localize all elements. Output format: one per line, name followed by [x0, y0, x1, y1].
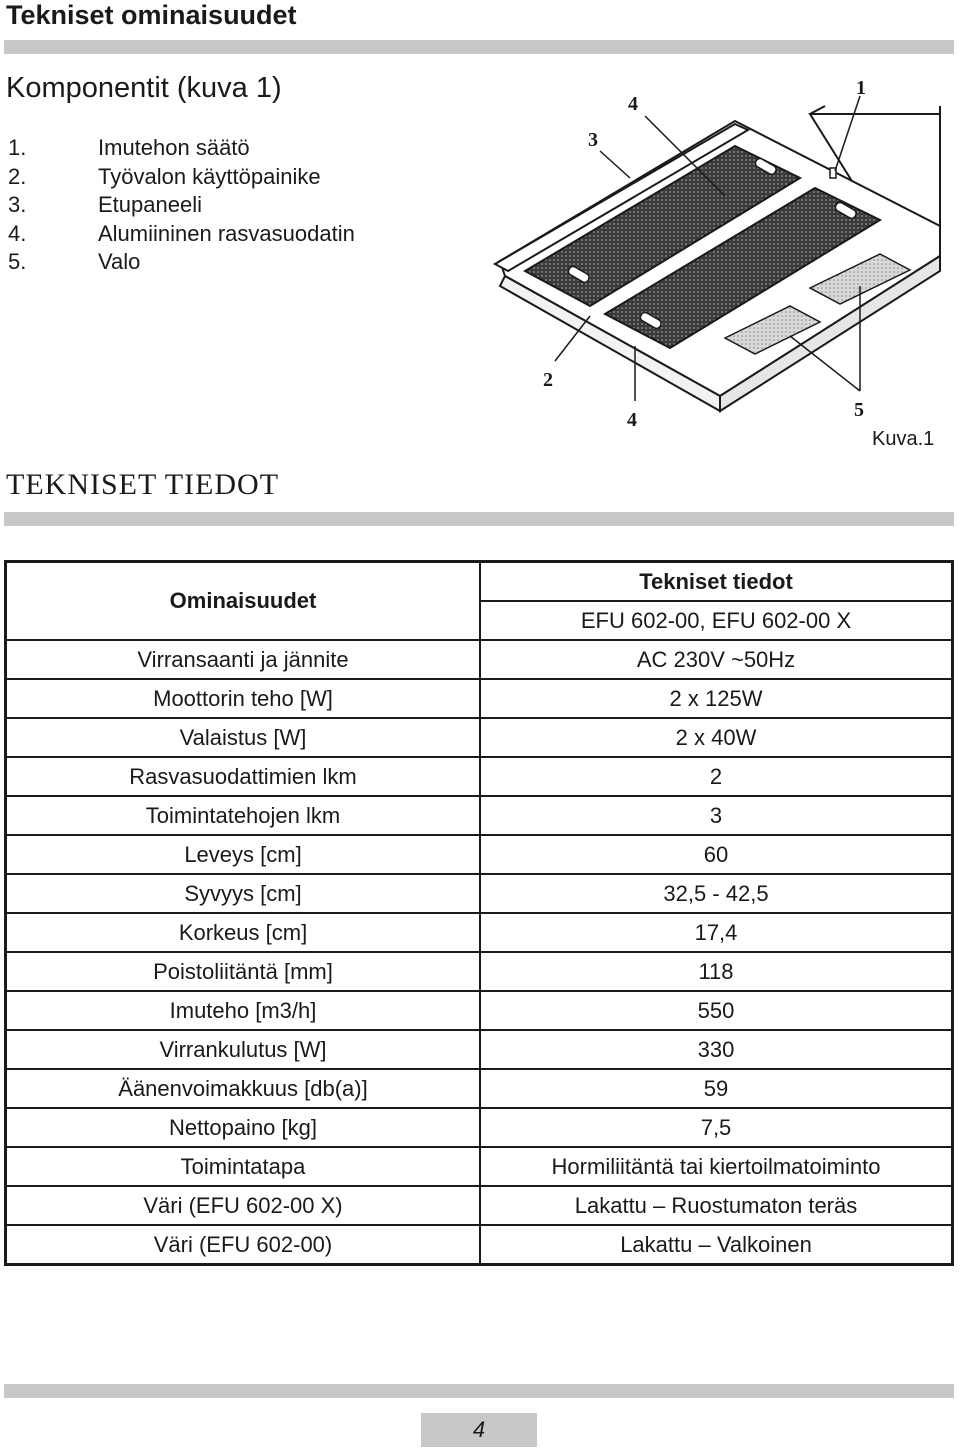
row-value: 17,4 [480, 913, 953, 952]
row-label: Äänenvoimakkuus [db(a)] [6, 1069, 481, 1108]
table-row [6, 1225, 953, 1265]
list-item-label: Alumiininen rasvasuodatin [98, 220, 355, 246]
callout-3: 3 [588, 129, 598, 151]
row-label: Korkeus [cm] [6, 913, 481, 952]
callout-4-top: 4 [628, 93, 638, 115]
row-label: Syvyys [cm] [6, 874, 481, 913]
row-value: 3 [480, 796, 953, 835]
page-number: 4 [421, 1413, 537, 1447]
row-label: Moottorin teho [W] [6, 679, 481, 718]
header-models: EFU 602-00, EFU 602-00 X [480, 601, 953, 640]
callout-4-bottom: 4 [627, 409, 637, 431]
row-label: Poistoliitäntä [mm] [6, 952, 481, 991]
list-item [8, 248, 355, 277]
row-value: 60 [480, 835, 953, 874]
list-item [8, 163, 355, 192]
header-divider [4, 40, 954, 54]
row-value: Lakattu – Ruostumaton teräs [480, 1186, 953, 1225]
table-row [6, 1186, 953, 1225]
page-title: Tekniset ominaisuudet [6, 0, 297, 30]
list-item-number: 5. [8, 249, 27, 274]
row-value: Hormiliitäntä tai kiertoilmatoiminto [480, 1147, 953, 1186]
row-value: 330 [480, 1030, 953, 1069]
row-value: 550 [480, 991, 953, 1030]
footer-divider [4, 1384, 954, 1398]
row-label: Rasvasuodattimien lkm [6, 757, 481, 796]
table-row [6, 874, 953, 913]
row-value: AC 230V ~50Hz [480, 640, 953, 679]
row-label: Valaistus [W] [6, 718, 481, 757]
table-row [6, 1030, 953, 1069]
list-item-label: Etupaneeli [98, 192, 202, 217]
row-label: Leveys [cm] [6, 835, 481, 874]
row-value: 118 [480, 952, 953, 991]
figure-caption: Kuva.1 [872, 428, 935, 450]
list-item-number: 2. [8, 163, 27, 189]
table-row [6, 835, 953, 874]
row-label: Väri (EFU 602-00) [6, 1225, 481, 1265]
row-label: Virransaanti ja jännite [6, 640, 481, 679]
callout-5: 5 [854, 399, 864, 421]
table-row [6, 1069, 953, 1108]
list-item-number: 3. [8, 192, 27, 217]
list-item-label: Työvalon käyttöpainike [98, 163, 321, 189]
table-row [6, 991, 953, 1030]
row-value: 7,5 [480, 1108, 953, 1147]
row-value: 2 [480, 757, 953, 796]
spec-divider [4, 512, 954, 526]
table-row [6, 757, 953, 796]
row-label: Väri (EFU 602-00 X) [6, 1186, 481, 1225]
spec-table [4, 560, 954, 1266]
row-label: Toimintatehojen lkm [6, 796, 481, 835]
list-item-number: 4. [8, 220, 27, 246]
row-label: Toimintatapa [6, 1147, 481, 1186]
table-row [6, 952, 953, 991]
list-item [8, 220, 355, 249]
row-label: Imuteho [m3/h] [6, 991, 481, 1030]
row-value: 2 x 125W [480, 679, 953, 718]
header-tech: Tekniset tiedot [480, 562, 953, 602]
row-label: Virrankulutus [W] [6, 1030, 481, 1069]
row-value: 59 [480, 1069, 953, 1108]
list-item-number: 1. [8, 135, 27, 160]
list-item [8, 191, 355, 220]
list-item-label: Imutehon säätö [98, 135, 250, 160]
table-row [6, 796, 953, 835]
list-item [8, 134, 355, 163]
callout-1: 1 [856, 77, 866, 99]
row-value: Lakattu – Valkoinen [480, 1225, 953, 1265]
cooker-hood-figure [480, 66, 950, 436]
callout-2: 2 [543, 369, 553, 391]
row-label: Nettopaino [kg] [6, 1108, 481, 1147]
table-row [6, 1108, 953, 1147]
header-features: Ominaisuudet [6, 562, 481, 641]
table-row [6, 718, 953, 757]
table-row [6, 1147, 953, 1186]
components-title: Komponentit (kuva 1) [6, 72, 282, 104]
spec-section-title: TEKNISET TIEDOT [6, 468, 280, 501]
table-row [6, 679, 953, 718]
table-row [6, 640, 953, 679]
components-list [8, 134, 355, 277]
row-value: 32,5 - 42,5 [480, 874, 953, 913]
table-header-row [6, 562, 953, 602]
list-item-label: Valo [98, 249, 141, 274]
row-value: 2 x 40W [480, 718, 953, 757]
table-row [6, 913, 953, 952]
